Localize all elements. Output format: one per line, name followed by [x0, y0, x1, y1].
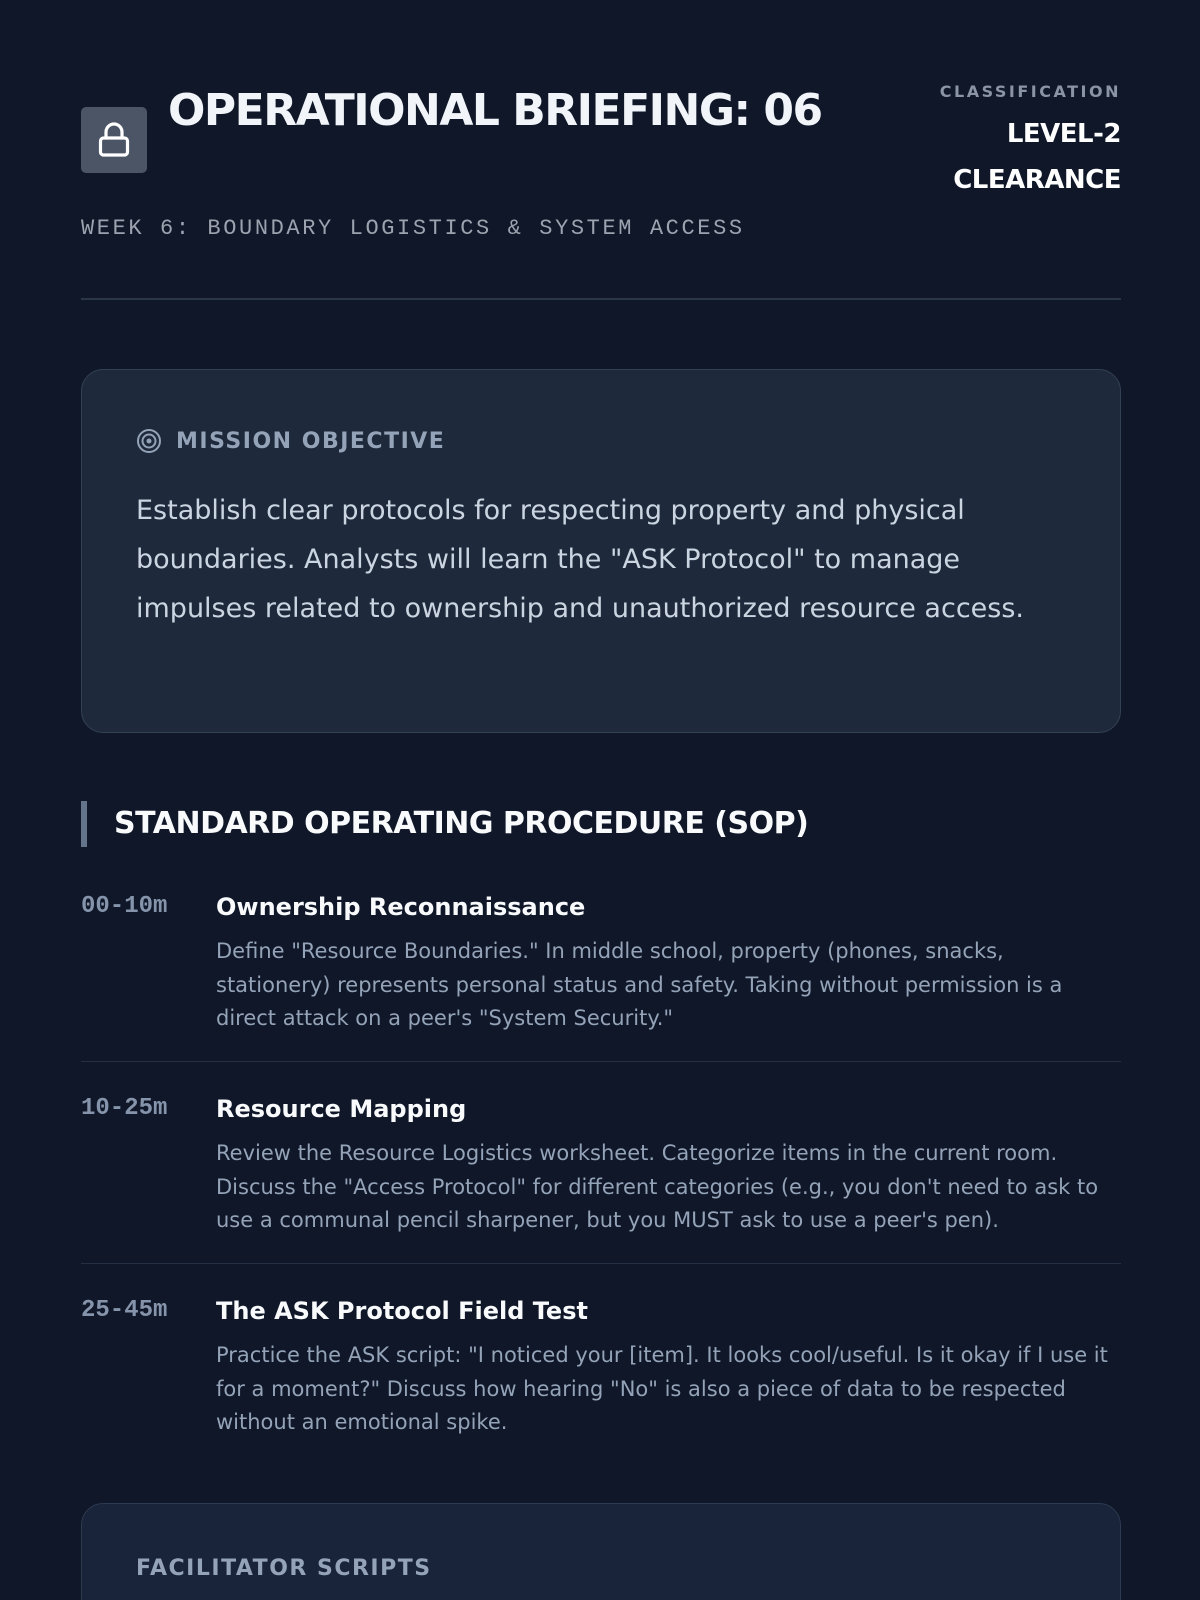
step-title: Ownership Reconnaissance [216, 893, 586, 921]
mission-objective-card [81, 369, 1121, 733]
mission-objective-text: Establish clear protocols for respecting property and physical boundaries. Analysts will learn the "ASK Protocol" to manage impulses related to ownership and unauthorized resource access. [136, 495, 1024, 624]
page-title: OPERATIONAL BRIEFING: 06 [168, 85, 822, 136]
lock-icon [81, 107, 147, 173]
sop-heading: STANDARD OPERATING PROCEDURE (SOP) [81, 801, 808, 847]
facilitator-scripts-card [81, 1503, 1121, 1600]
step-title: The ASK Protocol Field Test [216, 1297, 588, 1325]
step-time: 10-25m [81, 1095, 168, 1122]
briefing-page [81, 0, 1121, 1581]
step-description: Define "Resource Boundaries." In middle school, property (phones, snacks, stationery) represents personal status and safety. Taking without permission is a direct attack on a peer's "System Security." [216, 939, 1063, 1030]
briefing-header [81, 0, 1121, 300]
step-time: 00-10m [81, 893, 168, 920]
step-description: Practice the ASK script: "I noticed your [item]. It looks cool/useful. Is it okay if I use it for a moment?" Discuss how hearing "No" is also a piece of data to be respected without an emotional spike. [216, 1343, 1108, 1434]
classification-block [891, 82, 1121, 203]
step-divider [81, 1061, 1121, 1062]
step-description: Review the Resource Logistics worksheet. Categorize items in the current room. Discuss the "Access Protocol" for different categories (e.g., you don't need to ask to use a communal pencil sharpener, but you MUST ask to use a peer's pen). [216, 1141, 1099, 1232]
page-subtitle: WEEK 6: BOUNDARY LOGISTICS & SYSTEM ACCESS [81, 216, 745, 241]
step-divider [81, 1263, 1121, 1264]
classification-value: LEVEL-2 CLEARANCE [953, 119, 1121, 195]
facilitator-scripts-label: FACILITATOR SCRIPTS [136, 1556, 432, 1581]
target-icon [136, 428, 162, 454]
step-title: Resource Mapping [216, 1095, 467, 1123]
mission-objective-label: MISSION OBJECTIVE [176, 428, 446, 454]
step-time: 25-45m [81, 1297, 168, 1324]
mission-objective-heading [136, 428, 445, 454]
classification-label: CLASSIFICATION [939, 82, 1121, 101]
